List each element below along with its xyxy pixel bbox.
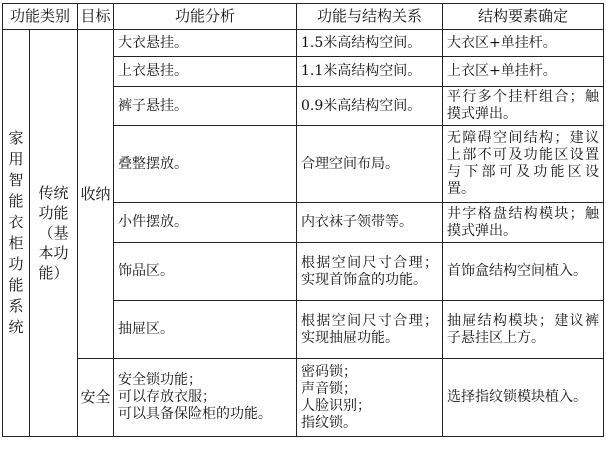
header-target: 目标 xyxy=(78,4,114,30)
subcategory-cell xyxy=(30,30,78,437)
element-cell: 抽屉结构模块；建议裤子悬挂区上方。 xyxy=(443,301,604,359)
relation-cell: 合理空间布局。 xyxy=(297,126,443,203)
analysis-cell: 安全锁功能； 可以存放衣服； 可以具备保险柜的功能。 xyxy=(114,359,297,437)
target-storage: 收纳 xyxy=(78,30,114,359)
header-function-analysis: 功能分析 xyxy=(114,4,297,30)
relation-cell: 0.9米高结构空间。 xyxy=(297,87,443,126)
relation-cell: 1.1米高结构空间。 xyxy=(297,57,443,87)
element-cell: 平行多个挂杆组合；触摸式弹出。 xyxy=(443,87,604,126)
function-system-table xyxy=(2,3,604,437)
category-text: 家用智能衣柜功能系统 xyxy=(8,129,24,336)
relation-cell: 密码锁； 声音锁； 人脸识别； 指纹锁。 xyxy=(297,359,443,437)
element-cell: 选择指纹锁模块植入。 xyxy=(443,359,604,437)
subcategory-text: 传统功能（基本功能） xyxy=(38,184,69,282)
target-safety: 安全 xyxy=(78,359,114,437)
header-row xyxy=(3,4,604,30)
analysis-cell: 叠整摆放。 xyxy=(114,126,297,203)
table-row xyxy=(3,30,604,57)
element-cell: 无障碍空间结构；建议上部不可及功能区设置与下部可及功能区设置。 xyxy=(443,126,604,203)
category-cell xyxy=(3,30,30,437)
header-structure-element: 结构要素确定 xyxy=(443,4,604,30)
analysis-cell: 裤子悬挂。 xyxy=(114,87,297,126)
analysis-cell: 饰品区。 xyxy=(114,243,297,301)
header-function-category: 功能类别 xyxy=(3,4,78,30)
relation-cell: 根据空间尺寸合理；实现首饰盒的功能。 xyxy=(297,243,443,301)
element-cell: 大衣区+单挂杆。 xyxy=(443,30,604,57)
analysis-cell: 小件摆放。 xyxy=(114,203,297,243)
relation-cell: 内衣袜子领带等。 xyxy=(297,203,443,243)
analysis-cell: 抽屉区。 xyxy=(114,301,297,359)
header-function-structure-relation: 功能与结构关系 xyxy=(297,4,443,30)
relation-cell: 根据空间尺寸合理；实现抽屉功能。 xyxy=(297,301,443,359)
analysis-cell: 大衣悬挂。 xyxy=(114,30,297,57)
element-cell: 井字格盘结构模块；触摸式弹出。 xyxy=(443,203,604,243)
relation-cell: 1.5米高结构空间。 xyxy=(297,30,443,57)
element-cell: 上衣区+单挂杆。 xyxy=(443,57,604,87)
table-row xyxy=(3,359,604,437)
element-cell: 首饰盒结构空间植入。 xyxy=(443,243,604,301)
analysis-cell: 上衣悬挂。 xyxy=(114,57,297,87)
